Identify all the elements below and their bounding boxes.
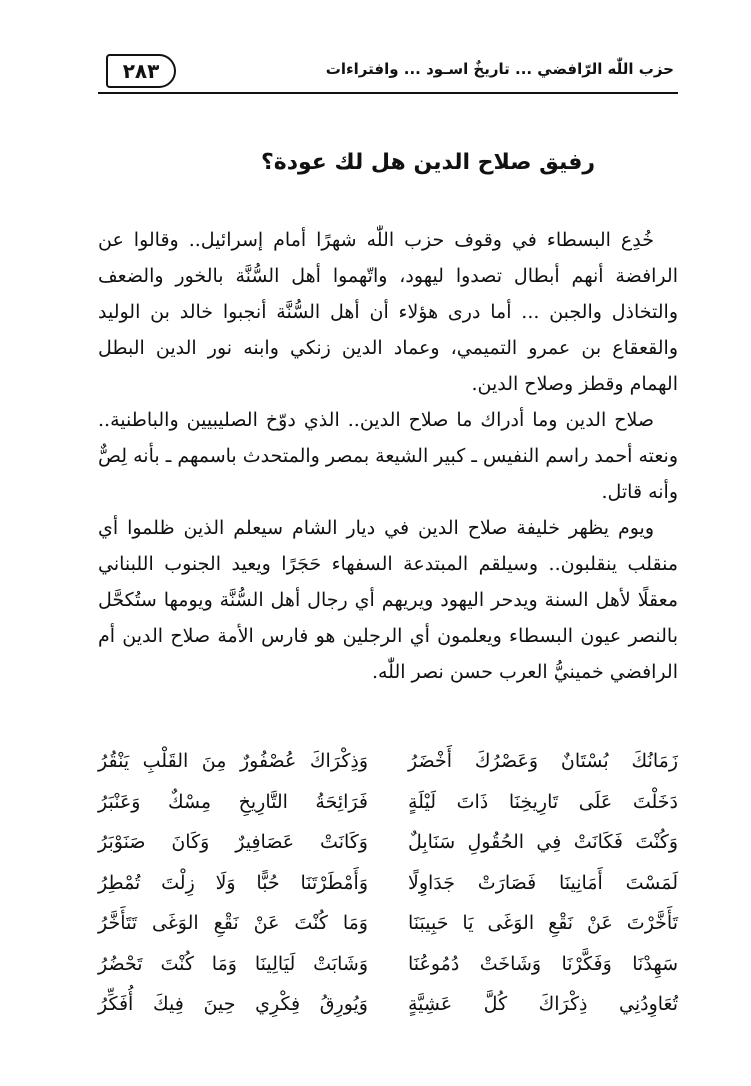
body-text xyxy=(98,222,678,690)
poem xyxy=(98,743,678,1027)
second-hemistich: فَرَائِحَةُ التَّارِيخِ مِسْكٌ وَعَنْبَرُ xyxy=(98,790,368,813)
second-hemistich: وَمَا كُنْتَ عَنْ نَقْعِ الوَغَى تَتَأَخَّرُ xyxy=(98,912,368,934)
poem-verse xyxy=(98,865,678,906)
page-header xyxy=(98,50,678,94)
running-head: حزب اللّٰه الرّافضي ... تاريخٌ اسـود ... وافتراءات xyxy=(325,60,674,78)
paragraph: ويوم يظهر خليفة صلاح الدين في ديار الشام سيعلم الذين ظلموا أي منقلب ينقلبون.. وسيلقم المبتدعة السفهاء حَجَرًا ويعيد الجنوب اللبناني معقلًا لأهل السنة ويدحر اليهود ويريهم أي رجال أهل السُّنَّة ويومها ستُكحَّل بالنصر عيون البسطاء ويعلمون أي الرجلين هو فارس الأمة صلاح الدين أم الرافضي خمينيُّ العرب حسن نصر اللّٰه. xyxy=(98,517,678,683)
second-hemistich: وَيُورِقُ فِكْرِي حِينَ فِيكَ أُفَكِّرُ xyxy=(98,993,368,1015)
first-hemistich: تُعَاوِدُنِي ذِكْرَاكَ كُلَّ عَشِيَّةٍ xyxy=(408,993,678,1015)
paragraph: خُدِع البسطاء في وقوف حزب اللّٰه شهرًا أمام إسرائيل.. وقالوا عن الرافضة أنهم أبطال تصدوا ليهود، واتّهموا أهل السُّنَّة بالخور والضعف والتخاذل والجبن ... أما درى هؤلاء أن أهل السُّنَّة أنجبوا خالد بن الوليد والقعقاع بن عمرو التميمي، وعماد الدين زنكي وابنه نور الدين البطل الهمام وقطز وصلاح الدين. xyxy=(98,229,678,395)
first-hemistich: دَخَلْتَ عَلَى تَارِيخِنَا ذَاتَ لَيْلَةٍ xyxy=(408,790,678,813)
paragraph: صلاح الدين وما أدراك ما صلاح الدين.. الذي دوّخ الصليبيين والباطنية.. ونعته أحمد راسم النفيس ـ كبير الشيعة بمصر والمتحدث باسمهم ـ بأنه لِصٌّ وأنه قاتل. xyxy=(98,409,678,503)
poem-verse xyxy=(98,986,678,1027)
first-hemistich: سَهِدْنَا وَفَكَّرْنَا وَشَاخَتْ دُمُوعُنَا xyxy=(408,952,678,975)
first-hemistich: تَأَخَّرْتَ عَنْ نَقْعِ الوَغَى يَا حَبِيبَنَا xyxy=(408,912,678,934)
first-hemistich: زَمَانُكَ بُسْتَانٌ وَعَصْرُكَ أَخْضَرُ xyxy=(408,750,678,772)
second-hemistich: وَكَانَتْ عَصَافِيرٌ وَكَانَ صَنَوْبَرُ xyxy=(98,831,368,853)
poem-verse xyxy=(98,743,678,784)
second-hemistich: وَأَمْطَرْتَنَا حُبًّا وَلَا زِلْتَ تُمْطِرُ xyxy=(98,871,368,894)
poem-verse xyxy=(98,905,678,946)
poem-verse xyxy=(98,824,678,865)
poem-verse xyxy=(98,784,678,825)
first-hemistich: لَمَسْتَ أَمَانِينَا فَصَارَتْ جَدَاوِلًا xyxy=(408,871,678,894)
page-number: ٢٨٣ xyxy=(106,54,176,88)
section-title: رفيق صلاح الدين هل لك عودة؟ xyxy=(260,150,596,175)
second-hemistich: وَشَابَتْ لَيَالِينَا وَمَا كُنْتَ تَحْضُرُ xyxy=(98,952,368,975)
poem-verse xyxy=(98,946,678,987)
first-hemistich: وَكُنْتَ فَكَانَتْ فِي الحُقُولِ سَنَابِلٌ xyxy=(408,831,678,853)
second-hemistich: وَذِكْرَاكَ عُصْفُورٌ مِنَ القَلْبِ يَنْقُرُ xyxy=(98,750,368,772)
